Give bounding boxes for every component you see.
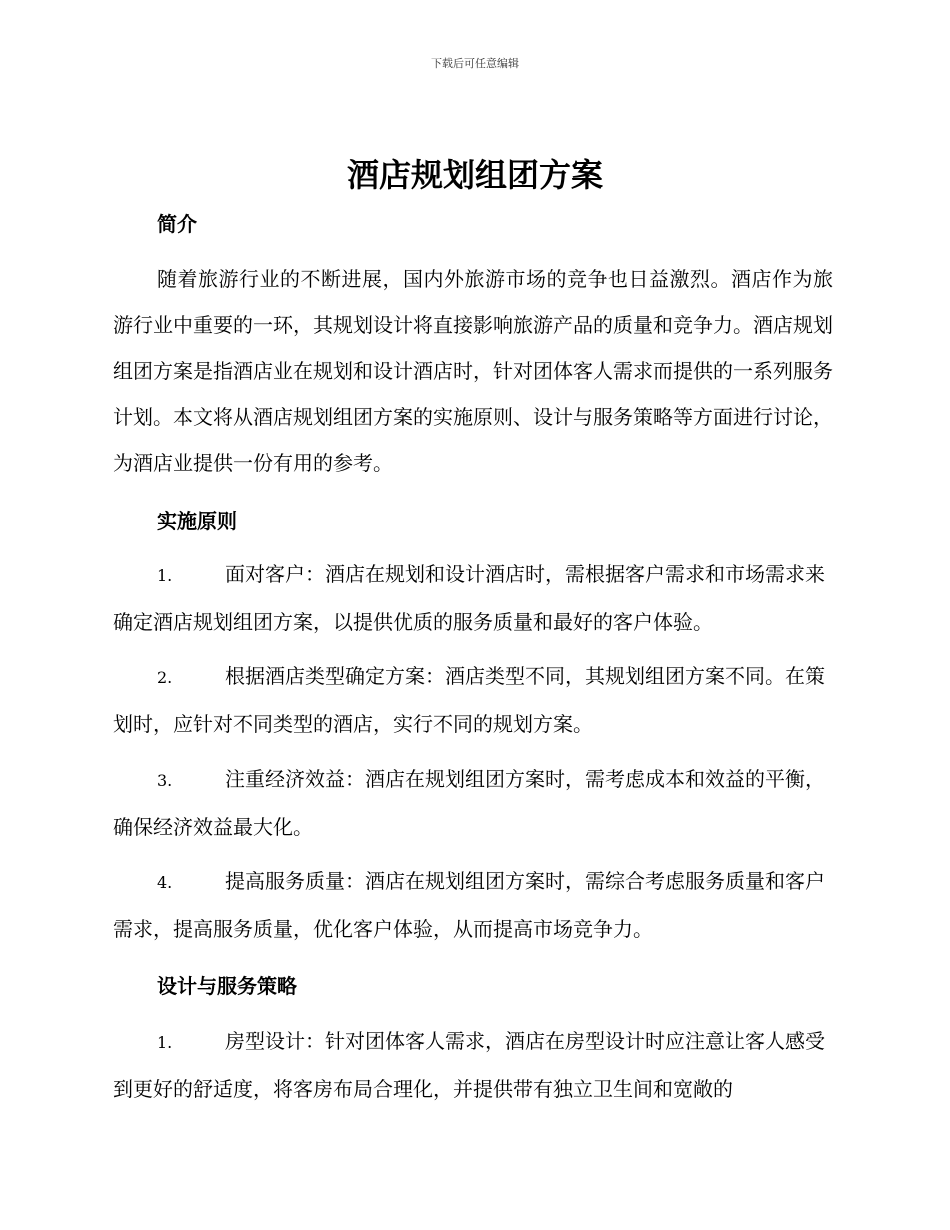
- list-item-text: 注重经济效益：酒店在规划组团方案时，需考虑成本和效益的平衡，确保经济效益最大化。: [113, 767, 825, 839]
- section-heading-intro: 简介: [157, 212, 197, 236]
- list-item: [113, 858, 833, 952]
- list-item-text: 面对客户：酒店在规划和设计酒店时，需根据客户需求和市场需求来确定酒店规划组团方案，以提供优质的服务质量和最好的客户体验。: [113, 562, 825, 634]
- section-heading-design: 设计与服务策略: [157, 974, 297, 998]
- list-item-number: 2.: [157, 668, 173, 687]
- list-item-text: 提高服务质量：酒店在规划组团方案时，需综合考虑服务质量和客户需求，提高服务质量，优化客户体验，从而提高市场竞争力。: [113, 869, 825, 941]
- list-item-number: 1.: [157, 1033, 173, 1052]
- intro-paragraph: 随着旅游行业的不断进展，国内外旅游市场的竞争也日益激烈。酒店作为旅游行业中重要的一环，其规划设计将直接影响旅游产品的质量和竞争力。酒店规划组团方案是指酒店业在规划和设计酒店时，针对团体客人需求而提供的一系列服务计划。本文将从酒店规划组团方案的实施原则、设计与服务策略等方面进行讨论，为酒店业提供一份有用的参考。: [113, 267, 833, 475]
- header-note: 下载后可任意编辑: [431, 57, 519, 70]
- list-item-number: 1.: [157, 566, 173, 585]
- list-item-text: 根据酒店类型确定方案：酒店类型不同，其规划组团方案不同。在策划时，应针对不同类型的酒店，实行不同的规划方案。: [113, 664, 825, 736]
- list-item-number: 3.: [157, 771, 173, 790]
- list-item: [113, 756, 833, 850]
- list-item: [113, 653, 833, 747]
- list-item-text: 房型设计：针对团体客人需求，酒店在房型设计时应注意让客人感受到更好的舒适度，将客房布局合理化，并提供带有独立卫生间和宽敞的: [113, 1029, 825, 1101]
- list-item: [113, 551, 833, 645]
- list-item-number: 4.: [157, 873, 173, 892]
- document-title: 酒店规划组团方案: [346, 156, 603, 194]
- list-item: [113, 1018, 833, 1112]
- section-heading-principles: 实施原则: [157, 509, 237, 533]
